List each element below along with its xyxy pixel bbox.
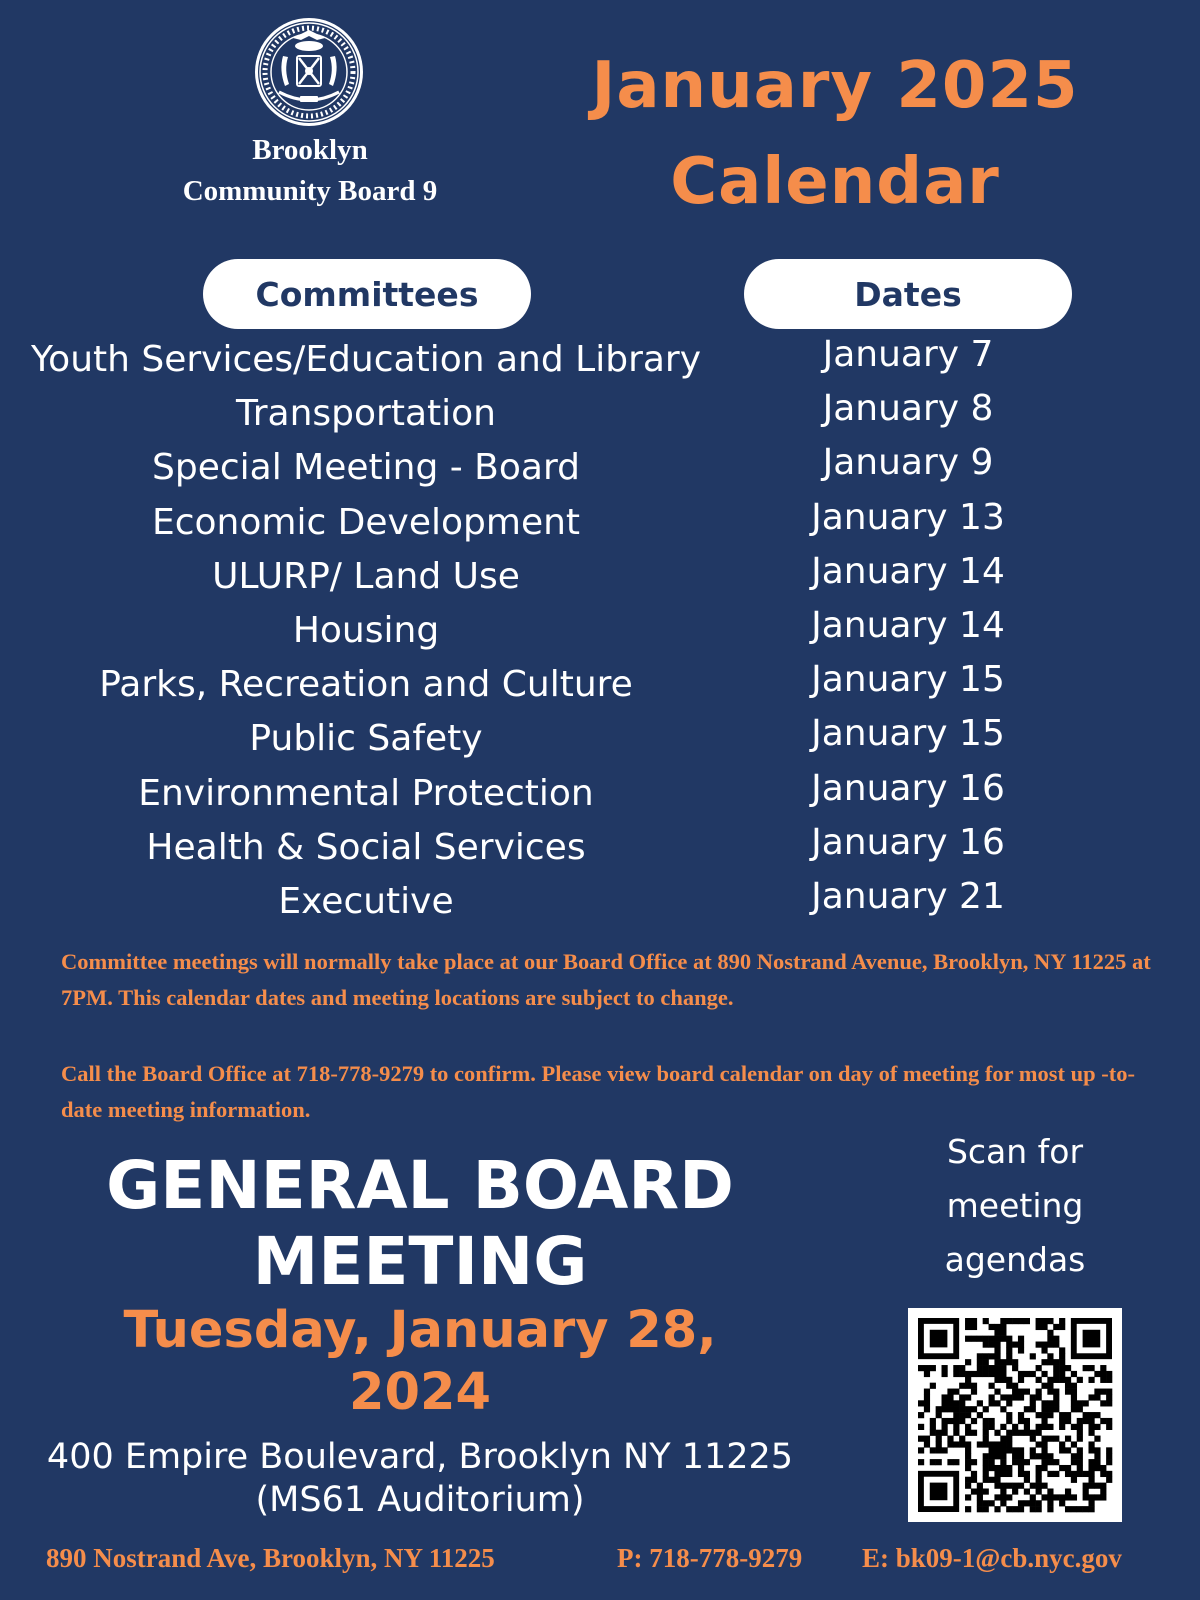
footer-phone: P: 718-778-9279 <box>617 1543 803 1573</box>
confirmation-note: Call the Board Office at 718-778-9279 to confirm. Please view board calendar on day of meeting for most up -to-date meeting information. <box>61 1061 1136 1122</box>
committee-name: Health & Social Services <box>146 826 586 868</box>
general-board-address <box>20 1436 820 1522</box>
organization-line-1: Brooklyn <box>252 134 368 166</box>
date-list <box>760 328 1056 924</box>
committee-name: Executive <box>278 880 454 922</box>
meeting-date: January 21 <box>811 875 1005 917</box>
organization-line-2: Community Board 9 <box>182 175 438 207</box>
meeting-date: January 16 <box>811 821 1005 863</box>
committee-name: Parks, Recreation and Culture <box>99 664 633 706</box>
committee-name: Housing <box>292 609 440 651</box>
footer-email[interactable]: E: bk09-1@cb.nyc.gov <box>862 1543 1122 1573</box>
meeting-date: January 15 <box>811 713 1005 755</box>
nyc-seal-icon <box>253 16 365 128</box>
meeting-date: January 8 <box>822 388 994 430</box>
meeting-date: January 16 <box>811 767 1005 809</box>
meeting-date: January 15 <box>811 659 1005 701</box>
general-board-address-line-2: (MS61 Auditorium) <box>255 1480 585 1520</box>
page-title-line-1: January 2025 <box>591 49 1079 123</box>
general-board-title-line-2: MEETING <box>252 1223 588 1300</box>
qr-code-icon[interactable] <box>908 1308 1122 1522</box>
general-board-date-line-1: Tuesday, January 28, <box>123 1301 717 1360</box>
meeting-date: January 13 <box>811 496 1005 538</box>
general-board-title <box>40 1148 800 1300</box>
committee-name: Economic Development <box>151 501 581 543</box>
general-board-title-line-1: GENERAL BOARD <box>106 1147 734 1224</box>
general-board-date-line-2: 2024 <box>349 1363 491 1422</box>
footer-address: 890 Nostrand Ave, Brooklyn, NY 11225 <box>46 1543 495 1573</box>
meeting-date: January 7 <box>822 334 994 375</box>
meeting-location-note: Committee meetings will normally take place at our Board Office at 890 Nostrand Avenue, Brooklyn, NY 11225 at 7PM. This calendar dates and meeting locations are subject to change. <box>61 949 1151 1010</box>
committee-name: Youth Services/Education and Library <box>30 339 702 380</box>
dates-header: Dates <box>744 259 1072 329</box>
page-title <box>540 38 1130 230</box>
committee-name: Environmental Protection <box>138 772 594 814</box>
committee-name: Transportation <box>236 393 496 435</box>
committees-header: Committees <box>203 259 531 329</box>
general-board-date <box>40 1300 800 1424</box>
committee-name: ULURP/ Land Use <box>212 555 520 597</box>
page-title-line-2: Calendar <box>670 145 1000 219</box>
general-board-address-line-1: 400 Empire Boulevard, Brooklyn NY 11225 <box>46 1437 794 1477</box>
meeting-date: January 14 <box>811 604 1005 646</box>
scan-line-3: agendas <box>944 1240 1086 1279</box>
meeting-date: January 9 <box>822 442 994 484</box>
meeting-date: January 14 <box>811 550 1005 592</box>
committee-list <box>0 333 732 929</box>
scan-instructions <box>905 1125 1125 1287</box>
organization-name <box>130 130 490 212</box>
committee-name: Public Safety <box>249 718 483 760</box>
scan-line-2: meeting <box>946 1186 1084 1225</box>
committee-name: Special Meeting - Board <box>152 447 580 489</box>
scan-line-1: Scan for <box>946 1132 1084 1171</box>
